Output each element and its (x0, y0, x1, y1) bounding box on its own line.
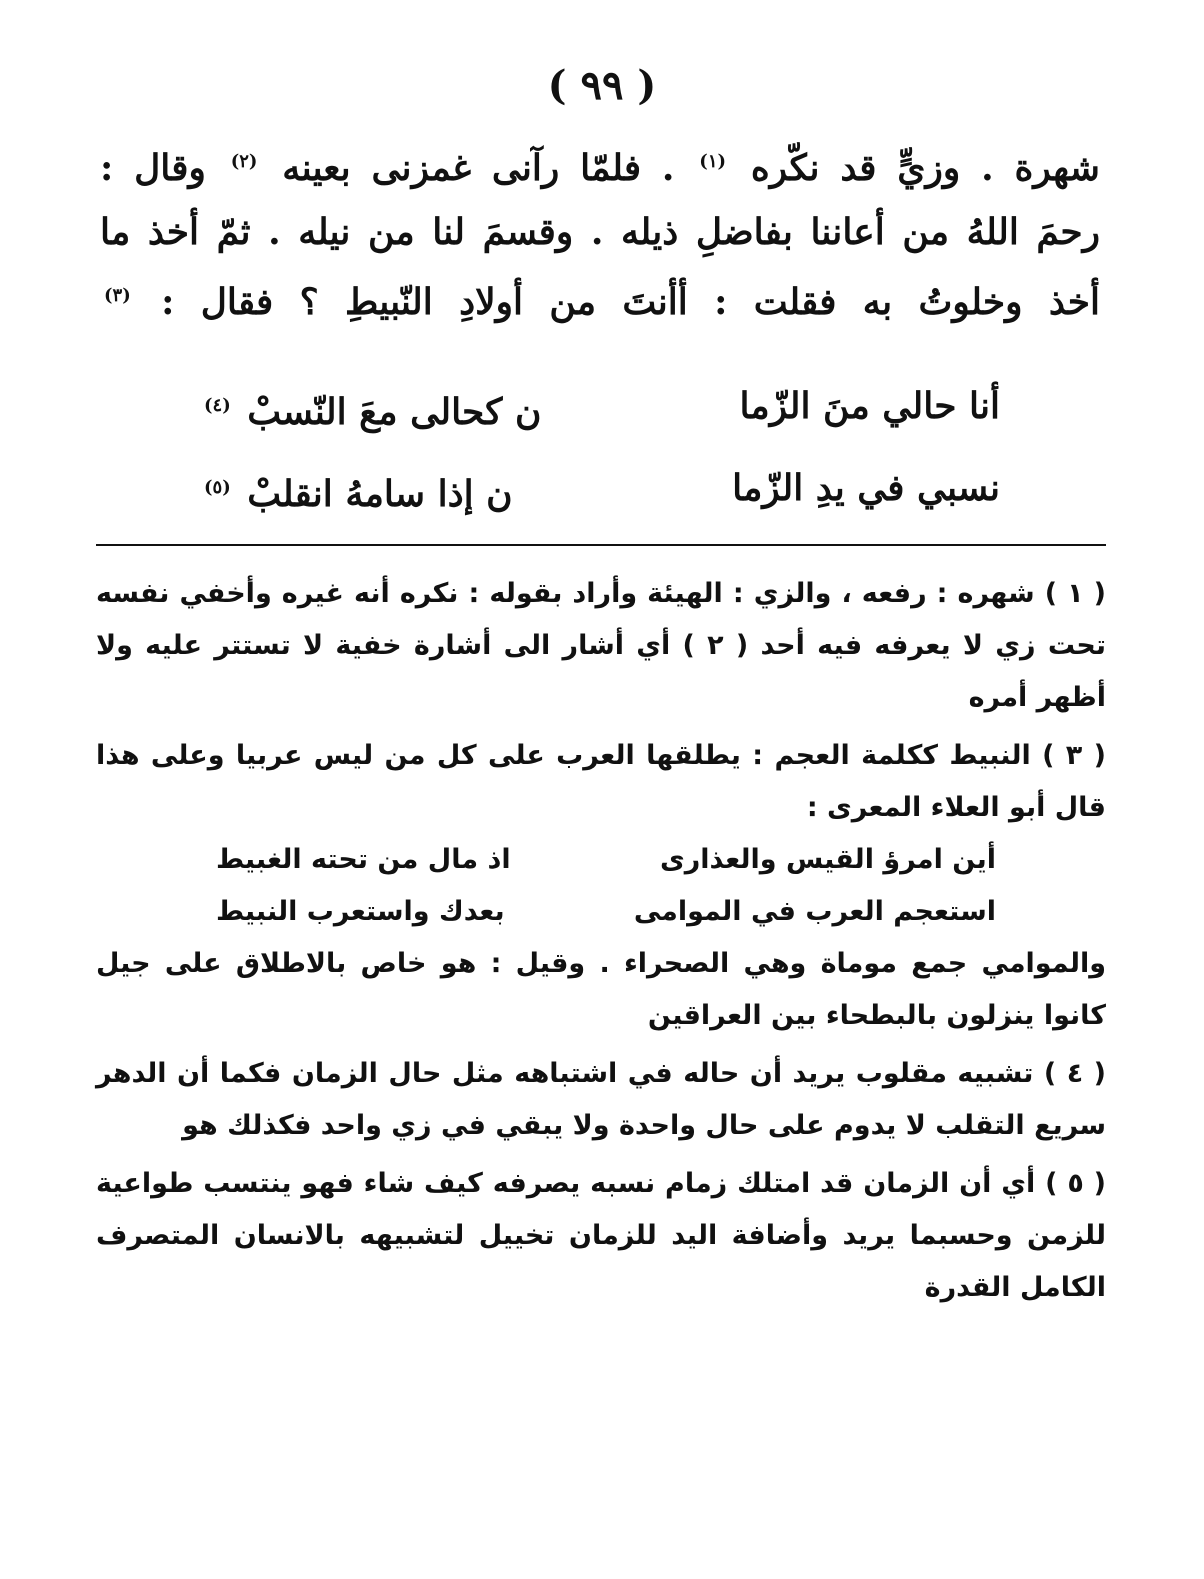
verse-1 (200, 368, 1000, 450)
page-number: ( ٩٩ ) (547, 62, 657, 109)
main-line-3: أخذ وخلوتُ به فقلت : أأنتَ من أولادِ النّبيطِ ؟ فقال : $^{(٣)}$ (104, 281, 1100, 323)
footnote-separator (96, 544, 1106, 546)
footnote-5: ( ٥ ) أي أن الزمان قد امتلك زمام نسبه يصرفه كيف شاء فهو ينتسب طواعية للزمن وحسبما يريد وأضافة اليد للزمان تخييل لتشبيهه بالانسان المتصرف الكامل القدرة (96, 1168, 1106, 1303)
footnote-4: ( ٤ ) تشبيه مقلوب يريد أن حاله في اشتباهه مثل حال الزمان فكما أن الدهر سريع التقلب لا يدوم على حال واحدة ولا يبقي في زي واحد فكذلك هو (96, 1058, 1106, 1141)
footnote-ref-2: (٢) (230, 151, 258, 172)
footnote-3: ( ٣ ) النبيط ككلمة العجم : يطلقها العرب على كل من ليس عربيا وعلى هذا قال أبو العلاء المعرى : أين امرؤ القيس والعذارى اذ مال من تحته الغبيط استعجم العرب في الموامى بعدك واستعرب النبيط والموامي جمع موماة وهي الصحراء . وقيل : هو خاص بالاطلاق على جيل كانوا ينزلون بالبطحاء بين العراقين (96, 740, 1106, 1031)
footnote-1-2: ( ١ ) شهره : رفعه ، والزي : الهيئة وأراد بقوله : نكره أنه غيره وأخفي نفسه تحت زي لا يعرفه فيه أحد ( ٢ ) أي أشار الى أشارة خفية لا تستتر عليه ولا أظهر أمره (96, 578, 1107, 713)
verse-1-first-hemistich: أنا حالي منَ الزّما (739, 385, 1000, 427)
footnote-ref-3: (٣) (104, 285, 131, 306)
verse-2 (200, 450, 1000, 532)
poem-verses (200, 368, 1000, 532)
main-line-1: شهرة . وزيٍّ قد نكّره $^{(١)}$ . فلمّا رآنى غمزنى بعينه $^{(٢)}$ وقال : (100, 147, 1100, 189)
verse-2-second-hemistich: ن إذا سامهُ انقلبْ $^{(٥)}$ (204, 473, 513, 515)
verse-1-second-hemistich: ن كحالى معَ النّسبْ $^{(٤)}$ (204, 391, 542, 433)
footnote-ref-4: (٤) (204, 395, 231, 416)
footnote-ref-1: (١) (699, 151, 727, 172)
main-text (100, 130, 1100, 334)
verse-2-first-hemistich: نسبي في يدِ الزّما (732, 467, 1000, 509)
footnote-ref-5: (٥) (204, 477, 231, 498)
footnote-verse-1: أين امرؤ القيس والعذارى اذ مال من تحته الغبيط (216, 844, 996, 875)
footnotes (96, 568, 1106, 1320)
main-line-2: رحمَ اللهُ من أعاننا بفاضلِ ذيله . وقسمَ لنا من نيله . ثمّ أخذ ما (100, 211, 1100, 253)
footnote-verse-2: استعجم العرب في الموامى بعدك واستعرب النبيط (216, 896, 996, 927)
